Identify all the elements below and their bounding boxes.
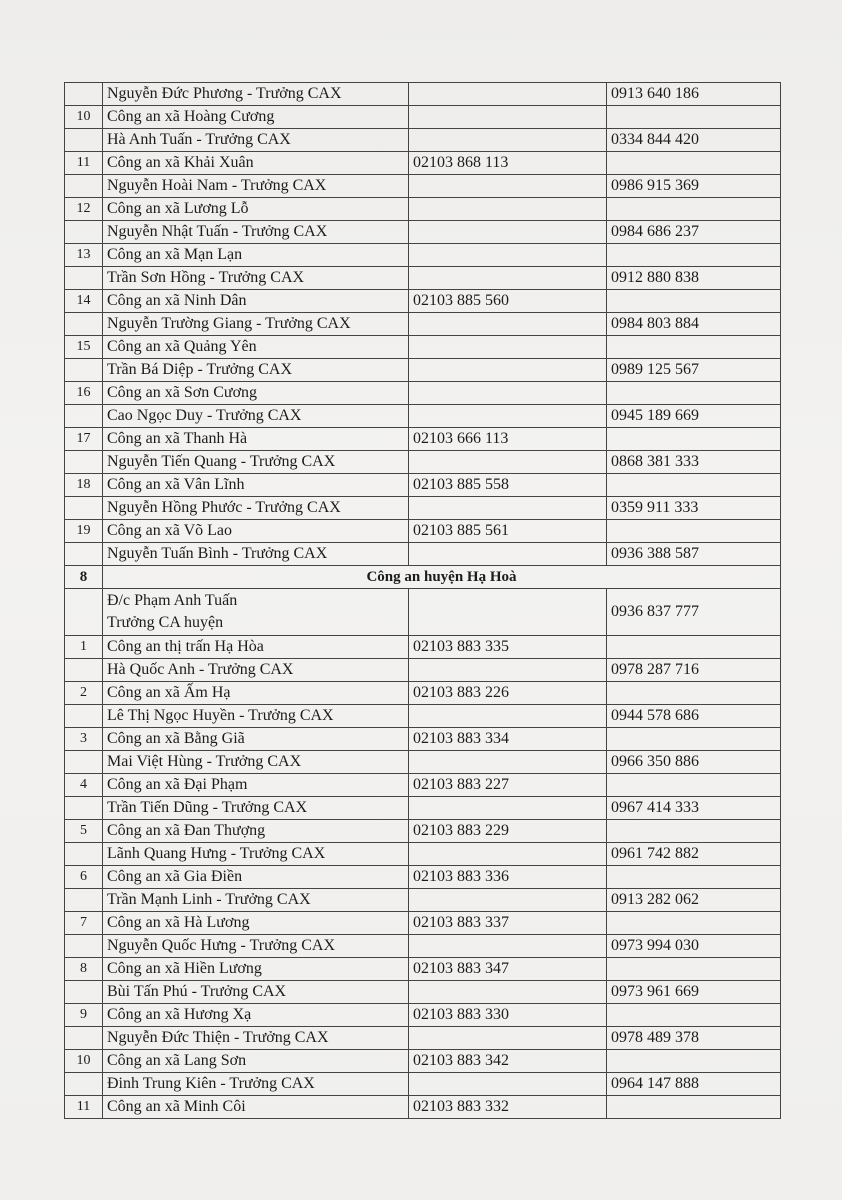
- office-phone: [409, 935, 607, 958]
- district-head-name: Đ/c Phạm Anh Tuấn: [107, 592, 238, 609]
- row-number: [65, 889, 103, 912]
- mobile-phone: 0984 803 884: [607, 313, 781, 336]
- mobile-phone: 0984 686 237: [607, 221, 781, 244]
- row-number: 7: [65, 912, 103, 935]
- office-phone: [409, 497, 607, 520]
- row-number: [65, 405, 103, 428]
- mobile-phone: 0973 994 030: [607, 935, 781, 958]
- table-row: [65, 428, 781, 451]
- office-phone: [409, 1027, 607, 1050]
- row-number: [65, 497, 103, 520]
- unit-or-person-name: Nguyễn Tiến Quang - Trưởng CAX: [103, 451, 409, 474]
- office-phone: [409, 797, 607, 820]
- table-row: [65, 382, 781, 405]
- office-phone: 02103 883 337: [409, 912, 607, 935]
- mobile-phone: [607, 336, 781, 359]
- unit-or-person-name: Hà Quốc Anh - Trưởng CAX: [103, 659, 409, 682]
- table-row: [65, 1096, 781, 1119]
- row-number: [65, 175, 103, 198]
- row-number: [65, 543, 103, 566]
- table-row: [65, 1004, 781, 1027]
- mobile-phone: [607, 474, 781, 497]
- mobile-phone: [607, 1004, 781, 1027]
- mobile-phone: 0973 961 669: [607, 981, 781, 1004]
- unit-or-person-name: Nguyễn Nhật Tuấn - Trưởng CAX: [103, 221, 409, 244]
- office-phone: [409, 981, 607, 1004]
- mobile-phone: [607, 866, 781, 889]
- row-number: [65, 221, 103, 244]
- table-row: [65, 682, 781, 705]
- office-phone: 02103 666 113: [409, 428, 607, 451]
- row-number: 11: [65, 1096, 103, 1119]
- unit-or-person-name: Công an xã Khải Xuân: [103, 152, 409, 175]
- office-phone: [409, 589, 607, 636]
- row-number: [65, 83, 103, 106]
- mobile-phone: 0978 489 378: [607, 1027, 781, 1050]
- row-number: 14: [65, 290, 103, 313]
- mobile-phone: 0913 282 062: [607, 889, 781, 912]
- table-row: [65, 912, 781, 935]
- row-number: 8: [65, 958, 103, 981]
- unit-or-person-name: Công an xã Thanh Hà: [103, 428, 409, 451]
- mobile-phone: [607, 520, 781, 543]
- row-number: 19: [65, 520, 103, 543]
- office-phone: 02103 883 336: [409, 866, 607, 889]
- table-row: [65, 797, 781, 820]
- table-row: [65, 474, 781, 497]
- mobile-phone: 0936 837 777: [607, 589, 781, 636]
- office-phone: 02103 883 334: [409, 728, 607, 751]
- mobile-phone: [607, 958, 781, 981]
- table-row: [65, 129, 781, 152]
- unit-or-person-name: Đinh Trung Kiên - Trưởng CAX: [103, 1073, 409, 1096]
- row-number: [65, 935, 103, 958]
- row-number: 3: [65, 728, 103, 751]
- district-head-cell: [103, 589, 409, 636]
- table-row: [65, 106, 781, 129]
- mobile-phone: [607, 682, 781, 705]
- table-row: [65, 843, 781, 866]
- unit-or-person-name: Công an xã Quảng Yên: [103, 336, 409, 359]
- row-number: [65, 705, 103, 728]
- table-row: [65, 520, 781, 543]
- unit-or-person-name: Trần Bá Diệp - Trưởng CAX: [103, 359, 409, 382]
- table-row: [65, 359, 781, 382]
- row-number: [65, 659, 103, 682]
- table-row: [65, 198, 781, 221]
- office-phone: [409, 83, 607, 106]
- table-row: [65, 636, 781, 659]
- row-number: 13: [65, 244, 103, 267]
- unit-or-person-name: Công an xã Đại Phạm: [103, 774, 409, 797]
- mobile-phone: 0945 189 669: [607, 405, 781, 428]
- mobile-phone: [607, 1096, 781, 1119]
- mobile-phone: [607, 912, 781, 935]
- table-row: [65, 543, 781, 566]
- unit-or-person-name: Trần Mạnh Linh - Trưởng CAX: [103, 889, 409, 912]
- table-row: [65, 751, 781, 774]
- table-row: [65, 221, 781, 244]
- row-number: [65, 267, 103, 290]
- office-phone: [409, 843, 607, 866]
- office-phone: 02103 883 226: [409, 682, 607, 705]
- office-phone: [409, 129, 607, 152]
- table-row: [65, 83, 781, 106]
- office-phone: [409, 1073, 607, 1096]
- office-phone: 02103 883 330: [409, 1004, 607, 1027]
- mobile-phone: 0961 742 882: [607, 843, 781, 866]
- section-title: Công an huyện Hạ Hoà: [103, 566, 781, 589]
- unit-or-person-name: Nguyễn Trường Giang - Trưởng CAX: [103, 313, 409, 336]
- mobile-phone: 0936 388 587: [607, 543, 781, 566]
- mobile-phone: 0964 147 888: [607, 1073, 781, 1096]
- office-phone: [409, 889, 607, 912]
- row-number: 10: [65, 106, 103, 129]
- unit-or-person-name: Công an xã Sơn Cương: [103, 382, 409, 405]
- mobile-phone: [607, 106, 781, 129]
- office-phone: [409, 198, 607, 221]
- mobile-phone: 0989 125 567: [607, 359, 781, 382]
- unit-or-person-name: Nguyễn Đức Thiện - Trưởng CAX: [103, 1027, 409, 1050]
- unit-or-person-name: Công an thị trấn Hạ Hòa: [103, 636, 409, 659]
- row-number: 17: [65, 428, 103, 451]
- office-phone: [409, 106, 607, 129]
- unit-or-person-name: Nguyễn Hoài Nam - Trưởng CAX: [103, 175, 409, 198]
- table-row: [65, 705, 781, 728]
- row-number: [65, 843, 103, 866]
- office-phone: 02103 885 561: [409, 520, 607, 543]
- row-number: [65, 359, 103, 382]
- unit-or-person-name: Công an xã Vân Lĩnh: [103, 474, 409, 497]
- office-phone: 02103 883 342: [409, 1050, 607, 1073]
- table-body-bottom: [65, 636, 781, 1119]
- row-number: 18: [65, 474, 103, 497]
- unit-or-person-name: Nguyễn Đức Phương - Trưởng CAX: [103, 83, 409, 106]
- mobile-phone: 0967 414 333: [607, 797, 781, 820]
- mobile-phone: [607, 820, 781, 843]
- table-row: [65, 152, 781, 175]
- office-phone: 02103 883 347: [409, 958, 607, 981]
- office-phone: 02103 883 229: [409, 820, 607, 843]
- row-number: 6: [65, 866, 103, 889]
- mobile-phone: [607, 244, 781, 267]
- mobile-phone: 0912 880 838: [607, 267, 781, 290]
- office-phone: 02103 885 560: [409, 290, 607, 313]
- office-phone: [409, 267, 607, 290]
- unit-or-person-name: Công an xã Gia Điền: [103, 866, 409, 889]
- row-number: [65, 797, 103, 820]
- row-number: 4: [65, 774, 103, 797]
- office-phone: [409, 336, 607, 359]
- row-number: 5: [65, 820, 103, 843]
- office-phone: [409, 221, 607, 244]
- office-phone: [409, 543, 607, 566]
- mobile-phone: [607, 152, 781, 175]
- mobile-phone: 0944 578 686: [607, 705, 781, 728]
- mobile-phone: 0359 911 333: [607, 497, 781, 520]
- office-phone: [409, 382, 607, 405]
- unit-or-person-name: Công an xã Hiền Lương: [103, 958, 409, 981]
- office-phone: [409, 705, 607, 728]
- unit-or-person-name: Mai Việt Hùng - Trưởng CAX: [103, 751, 409, 774]
- table-row: [65, 1073, 781, 1096]
- office-phone: [409, 175, 607, 198]
- mobile-phone: [607, 198, 781, 221]
- section-number: 8: [65, 566, 103, 589]
- mobile-phone: [607, 382, 781, 405]
- row-number: [65, 589, 103, 636]
- office-phone: [409, 313, 607, 336]
- mobile-phone: [607, 728, 781, 751]
- mobile-phone: 0913 640 186: [607, 83, 781, 106]
- unit-or-person-name: Công an xã Võ Lao: [103, 520, 409, 543]
- unit-or-person-name: Công an xã Minh Côi: [103, 1096, 409, 1119]
- table-row: [65, 244, 781, 267]
- office-phone: 02103 883 335: [409, 636, 607, 659]
- table-body-section: [65, 566, 781, 636]
- unit-or-person-name: Nguyễn Tuấn Bình - Trưởng CAX: [103, 543, 409, 566]
- unit-or-person-name: Nguyễn Quốc Hưng - Trưởng CAX: [103, 935, 409, 958]
- mobile-phone: 0986 915 369: [607, 175, 781, 198]
- office-phone: [409, 451, 607, 474]
- row-number: [65, 981, 103, 1004]
- office-phone: 02103 868 113: [409, 152, 607, 175]
- row-number: 9: [65, 1004, 103, 1027]
- table-row: [65, 659, 781, 682]
- unit-or-person-name: Công an xã Hương Xạ: [103, 1004, 409, 1027]
- row-number: 1: [65, 636, 103, 659]
- table-row: [65, 1027, 781, 1050]
- unit-or-person-name: Công an xã Lang Sơn: [103, 1050, 409, 1073]
- row-number: 10: [65, 1050, 103, 1073]
- table-row: [65, 935, 781, 958]
- unit-or-person-name: Công an xã Lương Lỗ: [103, 198, 409, 221]
- table-row: [65, 451, 781, 474]
- row-number: 16: [65, 382, 103, 405]
- office-phone: 02103 885 558: [409, 474, 607, 497]
- district-head-title: Trưởng CA huyện: [107, 614, 224, 631]
- table-body-top: [65, 83, 781, 566]
- unit-or-person-name: Hà Anh Tuấn - Trưởng CAX: [103, 129, 409, 152]
- office-phone: 02103 883 332: [409, 1096, 607, 1119]
- unit-or-person-name: Công an xã Bằng Giã: [103, 728, 409, 751]
- mobile-phone: [607, 290, 781, 313]
- table-row: [65, 290, 781, 313]
- mobile-phone: 0868 381 333: [607, 451, 781, 474]
- unit-or-person-name: Công an xã Đan Thượng: [103, 820, 409, 843]
- unit-or-person-name: Lãnh Quang Hưng - Trưởng CAX: [103, 843, 409, 866]
- mobile-phone: [607, 636, 781, 659]
- table-row: [65, 175, 781, 198]
- table-row: [65, 958, 781, 981]
- table-row: [65, 336, 781, 359]
- office-phone: [409, 659, 607, 682]
- unit-or-person-name: Nguyễn Hồng Phước - Trưởng CAX: [103, 497, 409, 520]
- unit-or-person-name: Công an xã Mạn Lạn: [103, 244, 409, 267]
- row-number: [65, 1073, 103, 1096]
- office-phone: [409, 244, 607, 267]
- unit-or-person-name: Công an xã Hà Lương: [103, 912, 409, 935]
- office-phone: [409, 405, 607, 428]
- table-row: [65, 405, 781, 428]
- unit-or-person-name: Bùi Tấn Phú - Trưởng CAX: [103, 981, 409, 1004]
- mobile-phone: 0966 350 886: [607, 751, 781, 774]
- office-phone: [409, 359, 607, 382]
- mobile-phone: 0334 844 420: [607, 129, 781, 152]
- table-row: [65, 889, 781, 912]
- table-row: [65, 820, 781, 843]
- row-number: [65, 313, 103, 336]
- mobile-phone: [607, 1050, 781, 1073]
- contact-directory-table: [64, 82, 781, 1119]
- table-row: [65, 1050, 781, 1073]
- table-row: [65, 774, 781, 797]
- unit-or-person-name: Công an xã Hoàng Cương: [103, 106, 409, 129]
- table-row: [65, 497, 781, 520]
- unit-or-person-name: Cao Ngọc Duy - Trưởng CAX: [103, 405, 409, 428]
- table-row: [65, 728, 781, 751]
- office-phone: 02103 883 227: [409, 774, 607, 797]
- unit-or-person-name: Lê Thị Ngọc Huyền - Trưởng CAX: [103, 705, 409, 728]
- row-number: [65, 129, 103, 152]
- unit-or-person-name: Công an xã Ninh Dân: [103, 290, 409, 313]
- row-number: 12: [65, 198, 103, 221]
- table-row: [65, 267, 781, 290]
- office-phone: [409, 751, 607, 774]
- row-number: 15: [65, 336, 103, 359]
- mobile-phone: 0978 287 716: [607, 659, 781, 682]
- row-number: [65, 751, 103, 774]
- row-number: [65, 1027, 103, 1050]
- unit-or-person-name: Trần Tiến Dũng - Trưởng CAX: [103, 797, 409, 820]
- row-number: 2: [65, 682, 103, 705]
- unit-or-person-name: Trần Sơn Hồng - Trưởng CAX: [103, 267, 409, 290]
- row-number: 11: [65, 152, 103, 175]
- table-row: [65, 981, 781, 1004]
- table-row: [65, 866, 781, 889]
- row-number: [65, 451, 103, 474]
- mobile-phone: [607, 774, 781, 797]
- section-header-row: [65, 566, 781, 589]
- table-row: [65, 313, 781, 336]
- mobile-phone: [607, 428, 781, 451]
- district-head-row: [65, 589, 781, 636]
- unit-or-person-name: Công an xã Ấm Hạ: [103, 682, 409, 705]
